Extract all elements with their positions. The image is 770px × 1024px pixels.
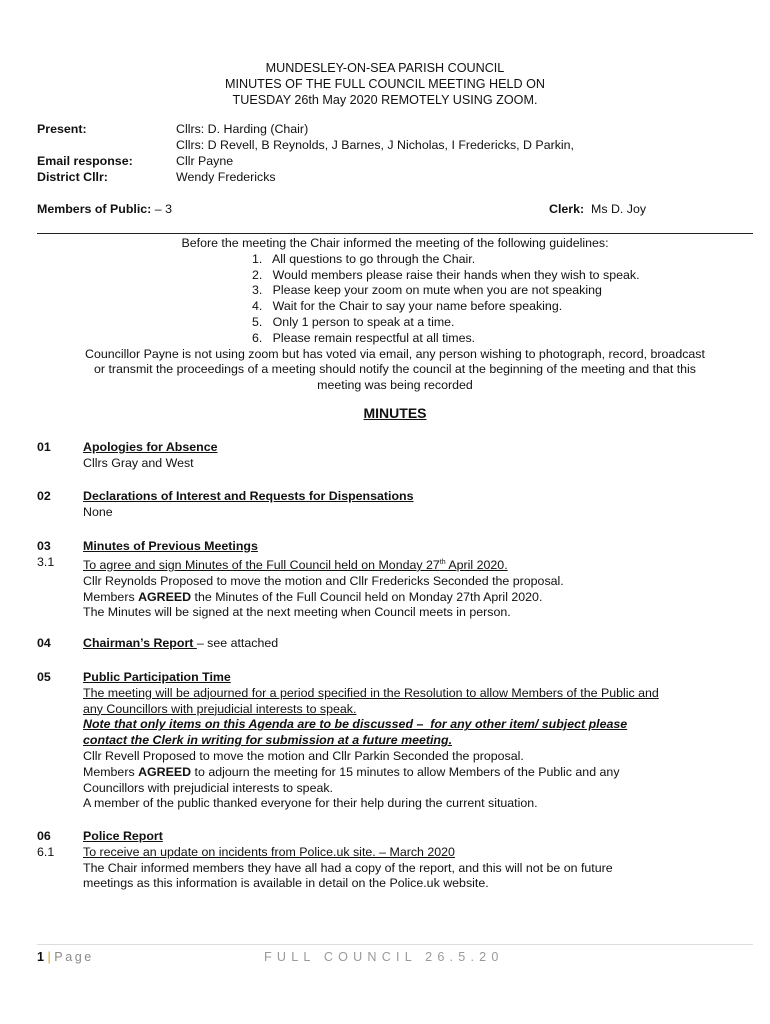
minutes-title: MINUTES OF THE FULL COUNCIL MEETING HELD ON	[224, 77, 545, 91]
ordinal-suffix: th	[439, 558, 446, 566]
email-response-value: Cllr Payne	[176, 154, 234, 168]
footer-title: FULL COUNCIL 26.5.20	[264, 950, 504, 964]
text: the Minutes of the Full Council held on Monday 27th April 2020.	[191, 589, 543, 604]
item-number: 02	[37, 489, 51, 503]
present-councillors: Cllrs: D Revell, B Reynolds, J Barnes, J Nicholas, I Fredericks, D Parkin,	[176, 138, 574, 152]
item-line: Cllr Revell Proposed to move the motion and Cllr Parkin Seconded the proposal.	[83, 748, 524, 763]
agenda-note: Note that only items on this Agenda are to be discussed – for any other item/ subject please	[83, 717, 628, 732]
item-previous-minutes	[83, 539, 753, 621]
meeting-date: TUESDAY 26th May 2020 REMOTELY USING ZOOM.	[232, 93, 538, 107]
members-of-public	[37, 202, 172, 216]
clerk-label: Clerk:	[549, 202, 585, 216]
item-title: Declarations of Interest and Requests for Dispensations	[83, 489, 414, 503]
sub-item-title: To receive an update on incidents from Police.uk site. – March 2020	[83, 844, 455, 859]
clerk-value: Ms D. Joy	[584, 202, 647, 216]
district-cllr-label: District Cllr:	[37, 170, 108, 184]
item-line: Cllr Reynolds Proposed to move the motion and Cllr Fredericks Seconded the proposal.	[83, 573, 564, 588]
district-cllr-value: Wendy Fredericks	[176, 170, 276, 184]
guidelines-outro-3: meeting was being recorded	[317, 378, 473, 393]
guideline-item: 5. Only 1 person to speak at a time.	[252, 314, 455, 329]
guideline-item: 3. Please keep your zoom on mute when you are not speaking	[252, 283, 602, 298]
item-number: 06	[37, 829, 51, 843]
guidelines-intro: Before the meeting the Chair informed the meeting of the following guidelines:	[181, 236, 609, 250]
item-title: Public Participation Time	[83, 670, 231, 684]
item-title: Minutes of Previous Meetings	[83, 539, 258, 553]
guidelines-outro-2: or transmit the proceedings of a meeting should notify the council at the beginning of the meeting and that this	[93, 362, 696, 377]
guidelines-list	[252, 252, 692, 347]
clerk	[549, 202, 646, 216]
members-of-public-value: – 3	[151, 202, 172, 216]
item-number: 04	[37, 636, 51, 650]
item-chairmans-report	[83, 636, 753, 652]
item-title: Chairman’s Report	[83, 636, 197, 650]
council-name: MUNDESLEY-ON-SEA PARISH COUNCIL	[265, 61, 505, 75]
item-body: – see attached	[196, 636, 279, 650]
item-line	[83, 765, 753, 781]
item-public-participation	[83, 670, 753, 812]
item-number: 03	[37, 539, 51, 553]
item-line: A member of the public thanked everyone for their help during the current situation.	[83, 796, 538, 811]
guidelines-outro-1: Councillor Payne is not using zoom but has voted via email, any person wishing to photograph, record, broadcast	[85, 346, 705, 361]
present-label: Present:	[37, 122, 87, 136]
present-chair: Cllrs: D. Harding (Chair)	[176, 122, 309, 136]
item-line: The Minutes will be signed at the next meeting when Council meets in person.	[83, 605, 511, 620]
resolution-text: The meeting will be adjourned for a period specified in the Resolution to allow Members of the Public and	[83, 685, 659, 700]
meeting-guidelines	[30, 236, 760, 394]
sub-item-title-text: To agree and sign Minutes of the Full Council held on Monday 27	[83, 557, 440, 572]
text: to adjourn the meeting for 15 minutes to allow Members of the Public and any	[191, 764, 620, 779]
item-number: 05	[37, 670, 51, 684]
item-line: Councillors with prejudicial interests to speak.	[83, 780, 333, 795]
guideline-item: 1. All questions to go through the Chair.	[252, 251, 476, 266]
minutes-heading: MINUTES	[363, 405, 427, 421]
header-divider	[37, 233, 753, 234]
agreed-text: AGREED	[138, 589, 192, 604]
item-line: meetings as this information is available in detail on the Police.uk website.	[83, 876, 489, 891]
document-header	[0, 60, 770, 108]
item-police-report	[83, 829, 753, 892]
item-apologies	[83, 440, 753, 472]
item-body: Cllrs Gray and West	[83, 455, 194, 470]
guideline-item: 4. Wait for the Chair to say your name before speaking.	[252, 299, 563, 314]
sub-item-title-text: April 2020.	[445, 557, 508, 572]
text: Members	[83, 589, 139, 604]
item-declarations	[83, 489, 753, 521]
item-title: Apologies for Absence	[83, 440, 218, 454]
resolution-text: any Councillors with prejudicial interests to speak.	[83, 701, 357, 716]
agenda-note: contact the Clerk in writing for submission at a future meeting.	[83, 733, 453, 748]
item-line: The Chair informed members they have all had a copy of the report, and this will not be on future	[83, 860, 613, 875]
guideline-item: 6. Please remain respectful at all times.	[252, 330, 476, 345]
item-line	[83, 590, 753, 606]
email-response-label: Email response:	[37, 154, 133, 168]
page-word: Page	[54, 950, 94, 964]
item-number: 01	[37, 440, 51, 454]
text: Members	[83, 764, 139, 779]
item-body: None	[83, 504, 113, 519]
page-number	[37, 950, 94, 964]
sub-item-title	[83, 555, 753, 574]
footer-divider	[37, 944, 753, 945]
sub-item-number: 3.1	[37, 555, 55, 569]
guideline-item: 2. Would members please raise their hands when they wish to speak.	[252, 267, 640, 282]
item-title: Police Report	[83, 829, 163, 843]
page-separator: |	[44, 950, 55, 964]
agreed-text: AGREED	[138, 764, 192, 779]
members-of-public-label: Members of Public:	[37, 202, 152, 216]
sub-item-number: 6.1	[37, 845, 55, 859]
page-number-value: 1	[37, 950, 45, 964]
